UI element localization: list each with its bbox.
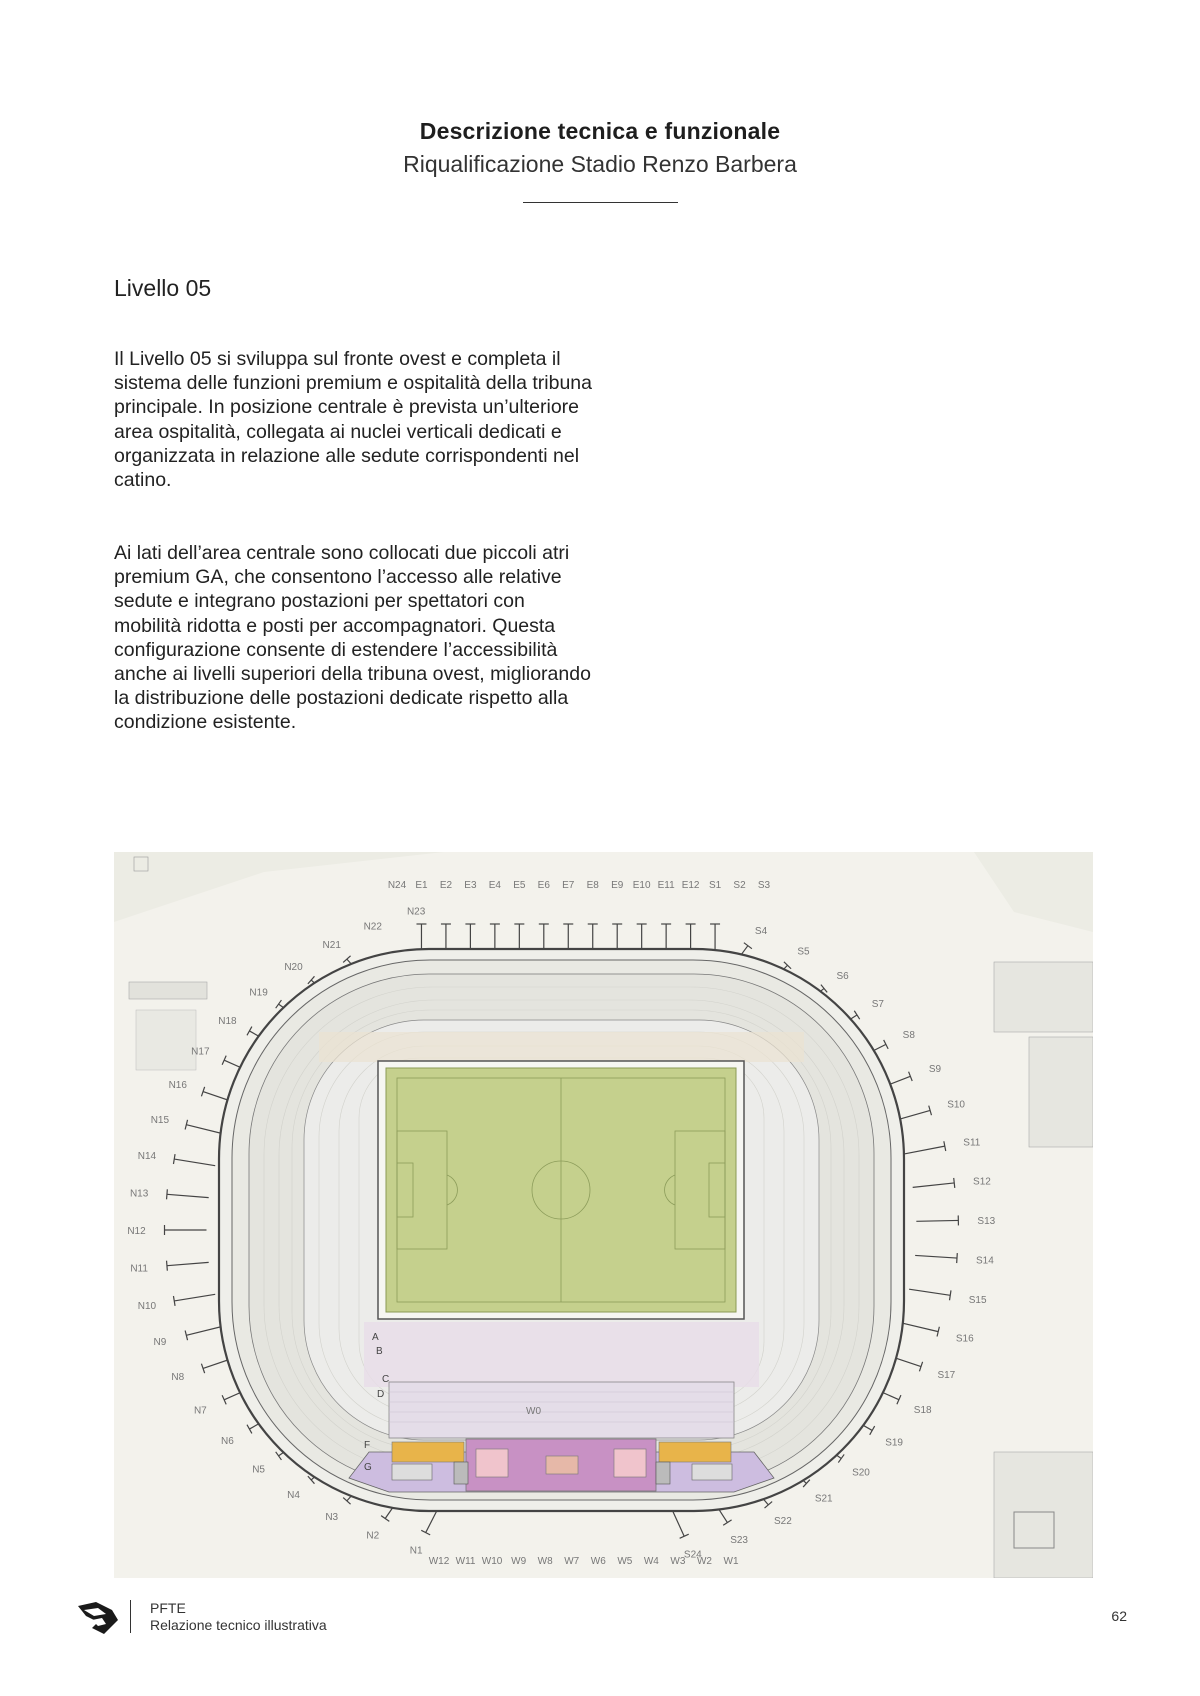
hospitality-room-left bbox=[476, 1449, 508, 1477]
gate-label-n2: N2 bbox=[366, 1530, 380, 1542]
gate-label-n9: N9 bbox=[153, 1337, 167, 1349]
hospitality-room-center bbox=[546, 1456, 578, 1474]
gate-label-n17: N17 bbox=[191, 1046, 210, 1058]
gate-label-s15: S15 bbox=[968, 1294, 987, 1306]
gate-label-s4: S4 bbox=[754, 925, 768, 937]
gate-label-s12: S12 bbox=[973, 1176, 991, 1188]
gate-label-s20: S20 bbox=[852, 1467, 870, 1479]
gate-label-n24: N24 bbox=[387, 880, 407, 891]
gate-label-n6: N6 bbox=[221, 1436, 234, 1448]
gate-label-s1: S1 bbox=[708, 880, 722, 891]
gate-label-e11: E11 bbox=[657, 880, 675, 891]
building-right-2 bbox=[1029, 1037, 1093, 1147]
page-number: 62 bbox=[1111, 1608, 1127, 1624]
gate-label-w2: W2 bbox=[696, 1556, 712, 1567]
sector-label-a: A bbox=[372, 1332, 379, 1343]
gate-label-n12: N12 bbox=[127, 1226, 146, 1237]
gate-label-w4: W4 bbox=[643, 1556, 659, 1567]
sector-label-c: C bbox=[382, 1374, 390, 1385]
paragraph-1: Il Livello 05 si sviluppa sul fronte ovest e completa il sistema delle funzioni premium e ospitalità della tribuna principale. In posizione centrale è prevista un’ulteriore area ospitalità, collegata ai nuclei verticali dedicati e organizzata in relazione alle sedute corrispondenti nel catino. bbox=[114, 348, 592, 492]
sector-label-f: F bbox=[364, 1440, 371, 1451]
document-title: Descrizione tecnica e funzionale bbox=[419, 118, 781, 144]
gate-label-e10: E10 bbox=[632, 880, 651, 891]
palermo-logo-icon bbox=[76, 1600, 120, 1636]
gate-label-w8: W8 bbox=[537, 1556, 553, 1567]
gate-label-s24: S24 bbox=[683, 1549, 702, 1561]
gate-label-w9: W9 bbox=[511, 1556, 527, 1567]
gate-label-n22: N22 bbox=[363, 921, 382, 933]
header-divider bbox=[523, 202, 678, 203]
gate-label-s10: S10 bbox=[947, 1099, 966, 1111]
gate-label-n14: N14 bbox=[137, 1151, 157, 1163]
gate-label-s19: S19 bbox=[885, 1437, 904, 1449]
gate-label-w10: W10 bbox=[481, 1556, 503, 1567]
gate-label-w1: W1 bbox=[723, 1556, 739, 1567]
gate-label-w5: W5 bbox=[617, 1556, 633, 1567]
gate-label-s23: S23 bbox=[730, 1534, 748, 1546]
gate-label-e9: E9 bbox=[611, 880, 624, 891]
gate-label-n11: N11 bbox=[130, 1263, 148, 1275]
gate-label-s8: S8 bbox=[902, 1030, 915, 1042]
gate-label-e6: E6 bbox=[537, 880, 550, 891]
building-right-1 bbox=[994, 962, 1093, 1032]
gate-label-s2: S2 bbox=[733, 880, 746, 891]
gate-label-n8: N8 bbox=[171, 1372, 185, 1384]
gate-label-w7: W7 bbox=[564, 1556, 580, 1567]
gate-label-n3: N3 bbox=[325, 1512, 339, 1524]
gate-label-n10: N10 bbox=[137, 1300, 157, 1312]
gate-label-e2: E2 bbox=[439, 880, 453, 891]
gate-label-n19: N19 bbox=[249, 987, 268, 999]
footer-divider bbox=[130, 1600, 131, 1633]
gate-label-w11: W11 bbox=[455, 1556, 476, 1567]
gate-label-s16: S16 bbox=[955, 1333, 974, 1345]
premium-area-left bbox=[392, 1442, 464, 1462]
paragraph-2: Ai lati dell’area centrale sono collocati due piccoli atri premium GA, che consentono l’accesso alle relative sedute e integrano postazioni per spettatori con mobilità ridotta e posti per accompagnatori. Questa configurazione consente di estendere l’accessibilità anche ai livelli superiori della tribuna ovest, migliorando la distribuzione delle postazioni dedicate rispetto alla condizione esistente. bbox=[114, 542, 591, 734]
gate-label-s18: S18 bbox=[913, 1405, 932, 1417]
vertical-core-left bbox=[454, 1462, 468, 1484]
gate-label-w6: W6 bbox=[590, 1556, 606, 1567]
gate-label-n13: N13 bbox=[129, 1188, 149, 1200]
stand-label-w0: W0 bbox=[526, 1406, 541, 1417]
gate-label-e12: E12 bbox=[681, 880, 700, 891]
section-title: Livello 05 bbox=[114, 275, 212, 301]
gate-label-s22: S22 bbox=[774, 1516, 792, 1528]
sector-label-b: B bbox=[376, 1346, 383, 1357]
gate-label-w3: W3 bbox=[670, 1556, 686, 1567]
gate-label-s21: S21 bbox=[814, 1493, 833, 1505]
page-footer bbox=[0, 1598, 1200, 1638]
gate-label-n1: N1 bbox=[409, 1545, 423, 1557]
gate-label-s9: S9 bbox=[928, 1063, 942, 1075]
gate-label-s11: S11 bbox=[963, 1137, 981, 1149]
footer-doc-code: PFTE bbox=[150, 1600, 186, 1616]
gate-label-e3: E3 bbox=[464, 880, 477, 891]
gate-label-w12: W12 bbox=[428, 1556, 450, 1567]
gate-label-n5: N5 bbox=[252, 1464, 266, 1476]
premium-area-right bbox=[659, 1442, 731, 1462]
page-header bbox=[0, 118, 1200, 203]
gate-label-e4: E4 bbox=[488, 880, 501, 891]
gate-label-n4: N4 bbox=[287, 1489, 300, 1501]
gate-label-n16: N16 bbox=[168, 1079, 187, 1091]
south-stand-tint bbox=[364, 1322, 759, 1387]
gate-label-e1: E1 bbox=[415, 880, 428, 891]
building-left bbox=[129, 982, 207, 999]
stair-core-right bbox=[692, 1464, 732, 1480]
gate-label-n20: N20 bbox=[284, 962, 303, 974]
building-right-3 bbox=[994, 1452, 1093, 1578]
gate-label-s17: S17 bbox=[937, 1370, 956, 1382]
gate-label-e8: E8 bbox=[586, 880, 599, 891]
gate-label-e7: E7 bbox=[562, 880, 575, 891]
gate-label-s3: S3 bbox=[757, 880, 771, 891]
gate-label-n15: N15 bbox=[150, 1114, 170, 1126]
stadium-floor-plan bbox=[114, 852, 1093, 1578]
gate-label-s6: S6 bbox=[836, 970, 849, 982]
vertical-core-right bbox=[656, 1462, 670, 1484]
stair-core-left bbox=[392, 1464, 432, 1480]
document-subtitle: Riqualificazione Stadio Renzo Barbera bbox=[403, 151, 797, 177]
sector-label-d: D bbox=[377, 1389, 385, 1400]
hospitality-room-right bbox=[614, 1449, 646, 1477]
gate-label-s13: S13 bbox=[977, 1215, 996, 1227]
gate-label-s7: S7 bbox=[871, 998, 884, 1010]
west-stand bbox=[389, 1382, 734, 1438]
gate-label-n7: N7 bbox=[193, 1405, 207, 1417]
sector-label-g: G bbox=[364, 1462, 372, 1473]
gate-label-n18: N18 bbox=[218, 1015, 237, 1027]
gate-label-e5: E5 bbox=[513, 880, 526, 891]
gate-label-n23: N23 bbox=[406, 906, 426, 918]
gate-label-s5: S5 bbox=[797, 946, 810, 958]
north-stand-tint bbox=[319, 1032, 804, 1062]
gate-label-s14: S14 bbox=[975, 1255, 994, 1267]
footer-doc-title: Relazione tecnico illustrativa bbox=[150, 1617, 327, 1633]
gate-label-n21: N21 bbox=[322, 939, 341, 951]
parking-left bbox=[136, 1010, 196, 1070]
